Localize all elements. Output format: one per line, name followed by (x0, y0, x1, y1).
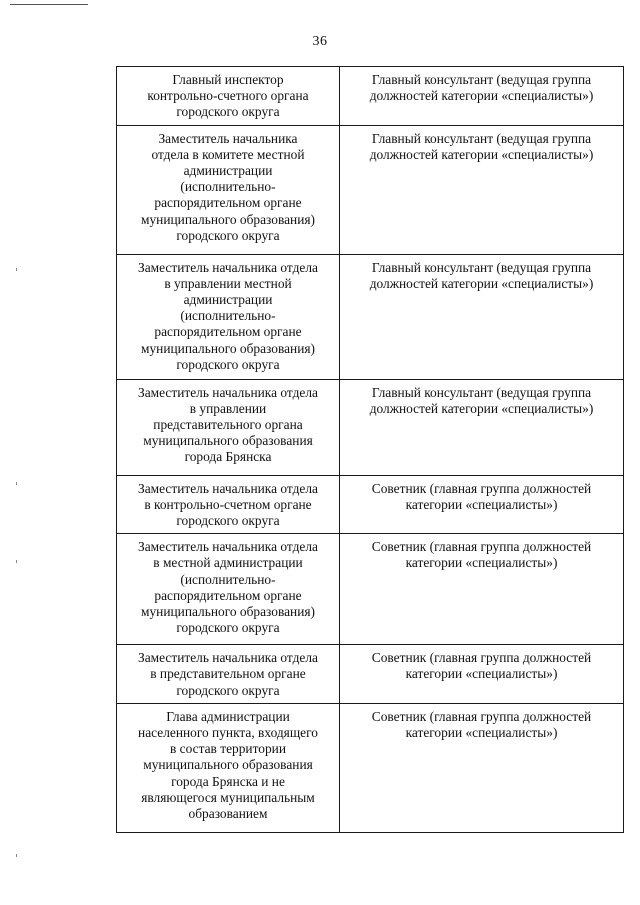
scan-speck (16, 482, 17, 485)
category-cell (340, 67, 624, 126)
position-text: Заместитель начальника отдела в управлении представительного органа муниципального образования города Брянска (138, 384, 318, 465)
table-row (117, 534, 624, 645)
category-cell (340, 254, 624, 379)
table-row (117, 645, 624, 704)
category-cell (340, 125, 624, 254)
category-cell (340, 475, 624, 534)
table-row (117, 254, 624, 379)
category-cell (340, 379, 624, 475)
position-text: Заместитель начальника отдела в управлении местной администрации (исполнительно- распорядительном органе муниципального образования) городского округа (138, 259, 318, 372)
top-rule (10, 4, 88, 5)
table-row (117, 125, 624, 254)
scan-speck (16, 268, 17, 271)
table-row (117, 475, 624, 534)
position-cell (117, 379, 340, 475)
scan-speck (16, 854, 17, 857)
table-row (117, 67, 624, 126)
position-text: Глава администрации населенного пункта, входящего в состав территории муниципального образования города Брянска и не являющегося муниципальным образованием (138, 708, 318, 822)
category-cell (340, 534, 624, 645)
category-text: Советник (главная группа должностей категории «специалисты») (371, 650, 592, 682)
category-text: Советник (главная группа должностей категории «специалисты») (371, 539, 592, 571)
category-text: Главный консультант (ведущая группа должностей категории «специалисты») (369, 72, 594, 104)
position-text: Заместитель начальника отдела в комитете местной администрации (исполнительно- распорядительном органе муниципального образования) городского округа (140, 130, 315, 243)
page-number: 36 (312, 34, 328, 49)
position-text: Заместитель начальника отдела в представительном органе городского округа (138, 650, 318, 698)
position-cell (117, 67, 340, 126)
category-text: Главный консультант (ведущая группа должностей категории «специалисты») (369, 130, 594, 162)
category-cell (340, 645, 624, 704)
position-text: Заместитель начальника отдела в местной администрации (исполнительно- распорядительном органе муниципального образования) городского округа (138, 539, 318, 636)
position-cell (117, 125, 340, 254)
positions-table (116, 66, 624, 833)
table-row (117, 379, 624, 475)
category-text: Советник (главная группа должностей категории «специалисты») (371, 708, 592, 741)
category-text: Советник (главная группа должностей категории «специалисты») (371, 480, 592, 512)
scan-speck (16, 560, 17, 563)
category-text: Главный консультант (ведущая группа должностей категории «специалисты») (369, 384, 594, 416)
category-text: Главный консультант (ведущая группа должностей категории «специалисты») (369, 259, 594, 291)
position-cell (117, 475, 340, 534)
position-text: Главный инспектор контрольно-счетного органа городского округа (147, 72, 309, 120)
category-cell (340, 703, 624, 832)
position-cell (117, 703, 340, 832)
position-cell (117, 534, 340, 645)
position-cell (117, 254, 340, 379)
table-row (117, 703, 624, 832)
position-cell (117, 645, 340, 704)
position-text: Заместитель начальника отдела в контрольно-счетном органе городского округа (138, 480, 318, 529)
